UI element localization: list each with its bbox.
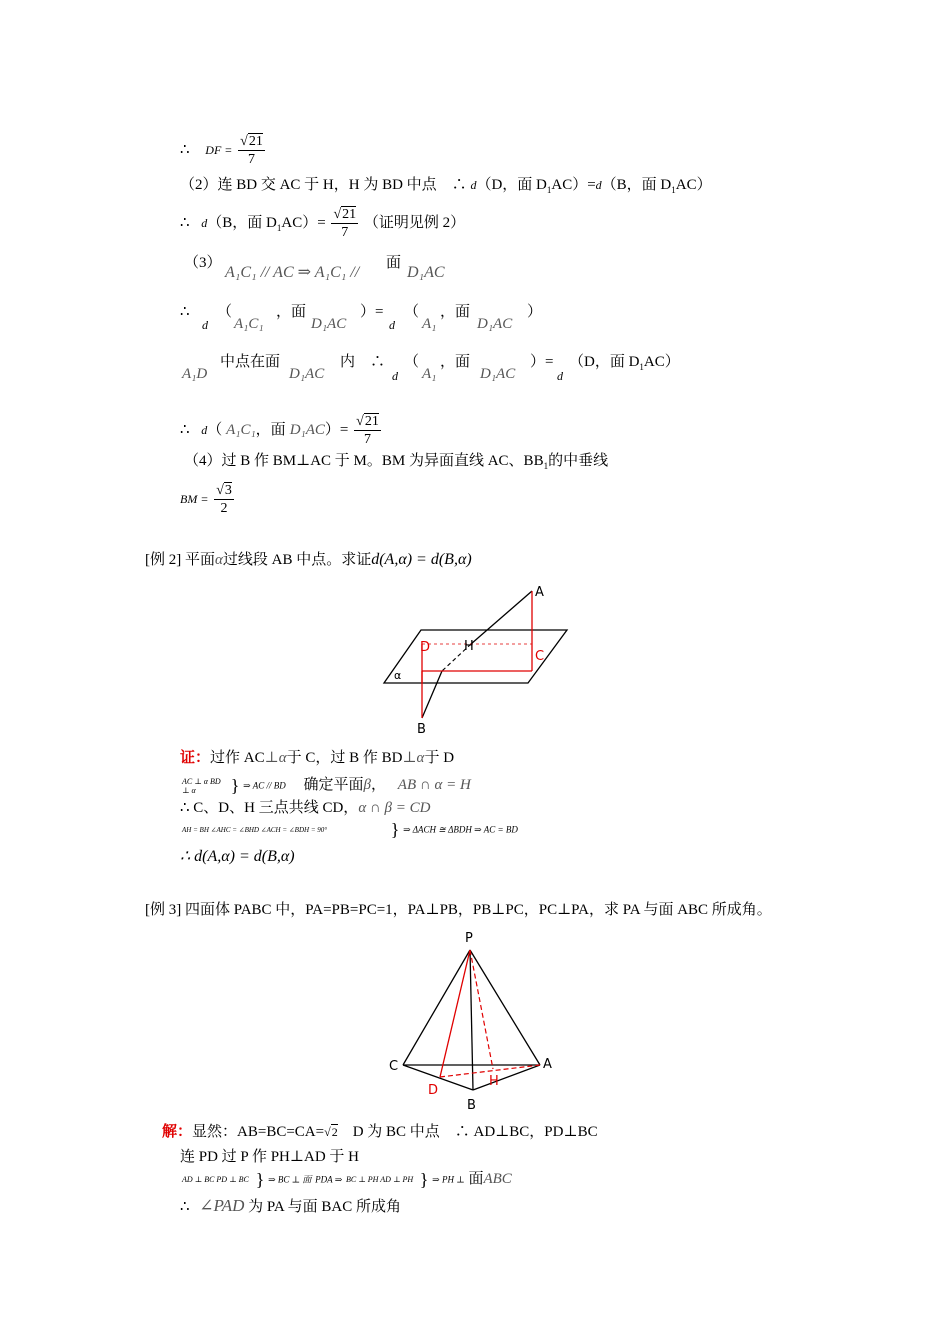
line-step3-tail — [407, 264, 445, 282]
l6-d1 — [392, 367, 398, 385]
d1ac-label: D₁AC — [289, 421, 325, 438]
example2-title-mid: 过线段 AB 中点。求证 — [222, 552, 372, 568]
step2b-mid: （B，面 D — [207, 214, 277, 231]
step2-d1: d — [470, 178, 477, 192]
example2-title-text: [例 2] 平面 — [145, 552, 215, 568]
example3-title — [145, 901, 772, 919]
proof-line3 — [180, 799, 430, 817]
l6-inside — [340, 353, 385, 371]
solution-line3-a: ⇒ BC ⊥ 面 — [268, 1174, 312, 1185]
df-fraction: $\frac{√21}{7}$ — [240, 134, 263, 167]
step2-sub2: 1 — [671, 185, 676, 195]
inside-text: 内 ∴ — [340, 354, 386, 370]
brace-right: } — [230, 775, 240, 796]
beta-symbol: β — [363, 777, 372, 793]
line-step4 — [184, 452, 608, 475]
example2-figure — [380, 578, 580, 743]
line-step3-expr — [225, 264, 359, 282]
brace-right: } — [390, 819, 400, 840]
proof-line1-perp2: ⊥α — [402, 750, 425, 766]
proof-line2: AC ⊥ α BD ⊥ α } ⇒ AC // BD 确定平面β， AB ∩ α = H — [182, 775, 471, 796]
segment-pd — [440, 950, 470, 1077]
l6-face — [440, 353, 470, 371]
a1d-label: A₁D — [182, 366, 208, 382]
step2b-fraction: $\frac{√21}{7}$ — [333, 207, 357, 240]
line-step2 — [180, 176, 712, 199]
proof-line1-end: 于 D — [424, 750, 455, 766]
solution-label: 解： — [162, 1124, 193, 1140]
l7-num: 21 — [364, 414, 379, 429]
l5-face2 — [440, 303, 470, 321]
d-label: d — [557, 369, 563, 383]
d-label: d — [201, 422, 208, 437]
l6-d1ac — [289, 365, 324, 383]
angle-pad: ∠PAD — [199, 1196, 245, 1215]
face-label: ，面 — [440, 304, 471, 320]
l6-open — [404, 353, 419, 371]
line-step3-final — [180, 413, 383, 448]
label-d: D — [428, 1083, 439, 1098]
l5-open2 — [404, 303, 419, 321]
label-d: D — [420, 640, 431, 655]
solution-line3-c: ⇒ PH ⊥ — [432, 1174, 465, 1185]
label-h: H — [489, 1074, 499, 1089]
sub-1: 1 — [639, 362, 644, 372]
face-label: ，面 — [255, 421, 286, 438]
solution-line4-text: 为 PA 与面 BAC 所成角 — [248, 1199, 401, 1215]
step2-text: （2）连 BD 交 AC 于 H，H 为 BD 中点 ∴ — [180, 177, 467, 193]
proof-line1 — [180, 749, 454, 767]
step3-label: （3） — [184, 255, 222, 271]
alpha-symbol: α — [215, 552, 223, 568]
step2b-d: d — [201, 215, 208, 230]
bm-fraction: $\frac{√3}{2}$ — [216, 483, 232, 516]
line-step3-label — [184, 254, 222, 272]
l7-den: 7 — [363, 432, 371, 447]
step2b-ac: AC）= — [281, 214, 326, 231]
l5-face — [276, 303, 306, 321]
therefore-symbol: ∴ — [180, 141, 190, 158]
ac-close: AC） — [643, 354, 680, 370]
edge-pb — [470, 950, 473, 1090]
a1-label: A₁ — [422, 366, 437, 382]
step4-text: （4）过 B 作 BM⊥AC 于 M。BM 为异面直线 AC、BB — [184, 453, 544, 469]
a1c1-label: A₁C₁ — [234, 316, 264, 332]
step2-mid: （D，面 D — [476, 177, 547, 193]
solution-line1-a: 显然：AB=BC=CA= — [192, 1124, 325, 1140]
brace-right: } — [255, 1169, 265, 1190]
proof-line4-arrow: ⇒ ΔACH ≅ ΔBDH ⇒ AC = BD — [403, 824, 518, 835]
d1ac-label: D₁AC — [311, 316, 347, 332]
l5-d1ac2 — [477, 315, 512, 333]
proof-line2-text: 确定平面 — [303, 777, 364, 793]
l5-eq — [360, 303, 383, 321]
a1c1-label: A₁C₁ — [226, 421, 256, 438]
therefore-symbol: ∴ — [180, 214, 190, 231]
step2b-sub: 1 — [276, 222, 282, 233]
paren-close: ） — [527, 304, 543, 320]
solution-line3 — [182, 1170, 512, 1189]
l6-d1ac2 — [480, 365, 515, 383]
proof-line5-expr: ∴ d(A,α) = d(B,α) — [180, 848, 295, 865]
paren-open: （ — [207, 421, 223, 438]
proof-line5 — [180, 848, 295, 866]
solution-line3-b: PDA ⇒ — [315, 1174, 343, 1185]
solution-line3-face: 面 — [468, 1171, 484, 1187]
solution-line2-text: 连 PD 过 P 作 PH⊥AD 于 H — [180, 1149, 359, 1165]
proof-line2-arrow: ⇒ AC // BD — [243, 780, 286, 791]
step2b-note: （证明见例 2） — [363, 214, 466, 231]
step2-d2: d — [595, 178, 602, 192]
l5-d1 — [202, 316, 208, 334]
l6-mid — [220, 353, 280, 371]
a1-label: A₁ — [422, 316, 437, 332]
therefore-symbol: ∴ — [180, 1199, 190, 1215]
step3-expr: A₁C₁ // AC ⇒ A₁C₁ // — [225, 264, 360, 281]
d1ac-label: D₁AC — [289, 366, 325, 382]
d1ac-label: D₁AC — [477, 316, 513, 332]
l6-a1d — [182, 365, 207, 383]
paren-open: （ — [217, 304, 233, 320]
line-step3-face — [386, 254, 401, 272]
therefore-symbol: ∴ — [180, 304, 190, 320]
eq-label: ）= — [530, 354, 554, 370]
d1ac-label: D₁AC — [480, 366, 516, 382]
paren-open: （ — [404, 354, 420, 370]
solution-line3-abc: ABC — [483, 1171, 512, 1187]
solution-line3-system: AD ⊥ BC PD ⊥ BC — [182, 1175, 249, 1185]
example3-title-text: [例 3] 四面体 PABC 中，PA=PB=PC=1，PA⊥PB，PB⊥PC，PC⊥PA，求 PA 与面 ABC 所成角。 — [145, 902, 772, 918]
midpoint-text: 中点在面 — [220, 354, 281, 370]
paren-open: （ — [404, 304, 420, 320]
l5-close — [527, 303, 542, 321]
proof-line2-expr: AB ∩ α = H — [397, 777, 471, 793]
example2-title-expr: d(A,α) = d(B,α) — [371, 551, 472, 568]
proof-line1-mid: 于 C，过 B 作 BD — [286, 750, 403, 766]
solution-line1: 解：显然：AB=BC=CA=√2 D 为 BC 中点 ∴ AD⊥BC，PD⊥BC — [162, 1124, 598, 1140]
l5-d1ac — [311, 315, 346, 333]
l5-open — [217, 303, 232, 321]
eq-label: ）= — [360, 304, 384, 320]
label-p: P — [465, 931, 473, 946]
l5-a1c1 — [234, 315, 264, 333]
l6-end — [569, 353, 680, 376]
proof-line1-a: 过作 AC — [210, 750, 265, 766]
d-label: d — [392, 369, 398, 383]
bm-den: 2 — [220, 501, 228, 516]
brace-right: } — [419, 1169, 429, 1190]
label-b: B — [417, 722, 426, 737]
bm-num: 3 — [224, 483, 232, 498]
step3-face: 面 — [386, 255, 402, 271]
proof-line1-perp: ⊥α — [264, 750, 287, 766]
label-h: H — [464, 639, 474, 654]
proof-line4-system: AH = BH ∠AHC = ∠BHD ∠ACH = ∠BDH = 90° — [182, 825, 328, 834]
label-c: C — [389, 1059, 399, 1074]
l7-fraction: $\frac{√21}{7}$ — [356, 414, 379, 447]
l6-eq — [530, 353, 553, 371]
l6-d2 — [557, 367, 563, 385]
step3-tail: D₁AC — [407, 264, 445, 281]
line-bm — [180, 482, 236, 517]
label-a: A — [543, 1057, 552, 1072]
example2-title — [145, 551, 472, 569]
line-step2b — [180, 206, 465, 241]
step2-end: （B，面 D — [601, 177, 672, 193]
df-den: 7 — [247, 152, 255, 167]
label-c: C — [535, 649, 545, 664]
segment-hb — [422, 671, 442, 718]
edge-pc — [403, 950, 470, 1065]
df-num: 21 — [248, 134, 263, 149]
proof-label: 证： — [180, 750, 211, 766]
step2-end2: AC） — [675, 177, 712, 193]
step4-end: 的中垂线 — [548, 453, 609, 469]
label-a: A — [535, 585, 544, 600]
bm-label: BM = — [180, 491, 209, 506]
label-b: B — [467, 1098, 476, 1113]
face-label: ，面 — [440, 354, 471, 370]
df-label: DF = — [205, 142, 233, 157]
step2-ac: AC）= — [551, 177, 596, 193]
solution-line3-system2: BC ⊥ PH AD ⊥ PH — [346, 1175, 414, 1185]
l5-d2 — [389, 316, 395, 334]
d-face-text: （D，面 D — [569, 354, 640, 370]
step2b-num: 21 — [342, 207, 357, 222]
proof-line4 — [182, 820, 518, 839]
solution-line2 — [180, 1148, 359, 1166]
face-label: ，面 — [276, 304, 307, 320]
solution-line4 — [180, 1197, 401, 1216]
label-alpha: α — [394, 669, 402, 682]
step2-sub: 1 — [546, 185, 552, 195]
proof-line2-system: AC ⊥ α BD ⊥ α — [182, 776, 221, 795]
step2b-den: 7 — [341, 225, 349, 240]
solution-line1-end: D 为 BC 中点 ∴ AD⊥BC，PD⊥BC — [337, 1124, 598, 1140]
d-label: d — [389, 318, 395, 332]
eq-label: ）= — [324, 421, 349, 438]
therefore-l5 — [180, 303, 190, 321]
line-df — [180, 133, 267, 168]
sqrt-2: 2 — [331, 1125, 338, 1139]
d-label: d — [202, 318, 208, 332]
example3-figure — [385, 925, 560, 1115]
step4-sub: 1 — [543, 461, 549, 471]
l5-a1 — [422, 315, 436, 333]
proof-line3-text: ∴ C、D、H 三点共线 CD， — [180, 800, 359, 816]
l6-a1 — [422, 365, 436, 383]
therefore-symbol: ∴ — [180, 421, 190, 438]
edge-pa — [470, 950, 540, 1065]
segment-ah — [471, 591, 532, 644]
proof-line3-expr: α ∩ β = CD — [358, 800, 431, 816]
